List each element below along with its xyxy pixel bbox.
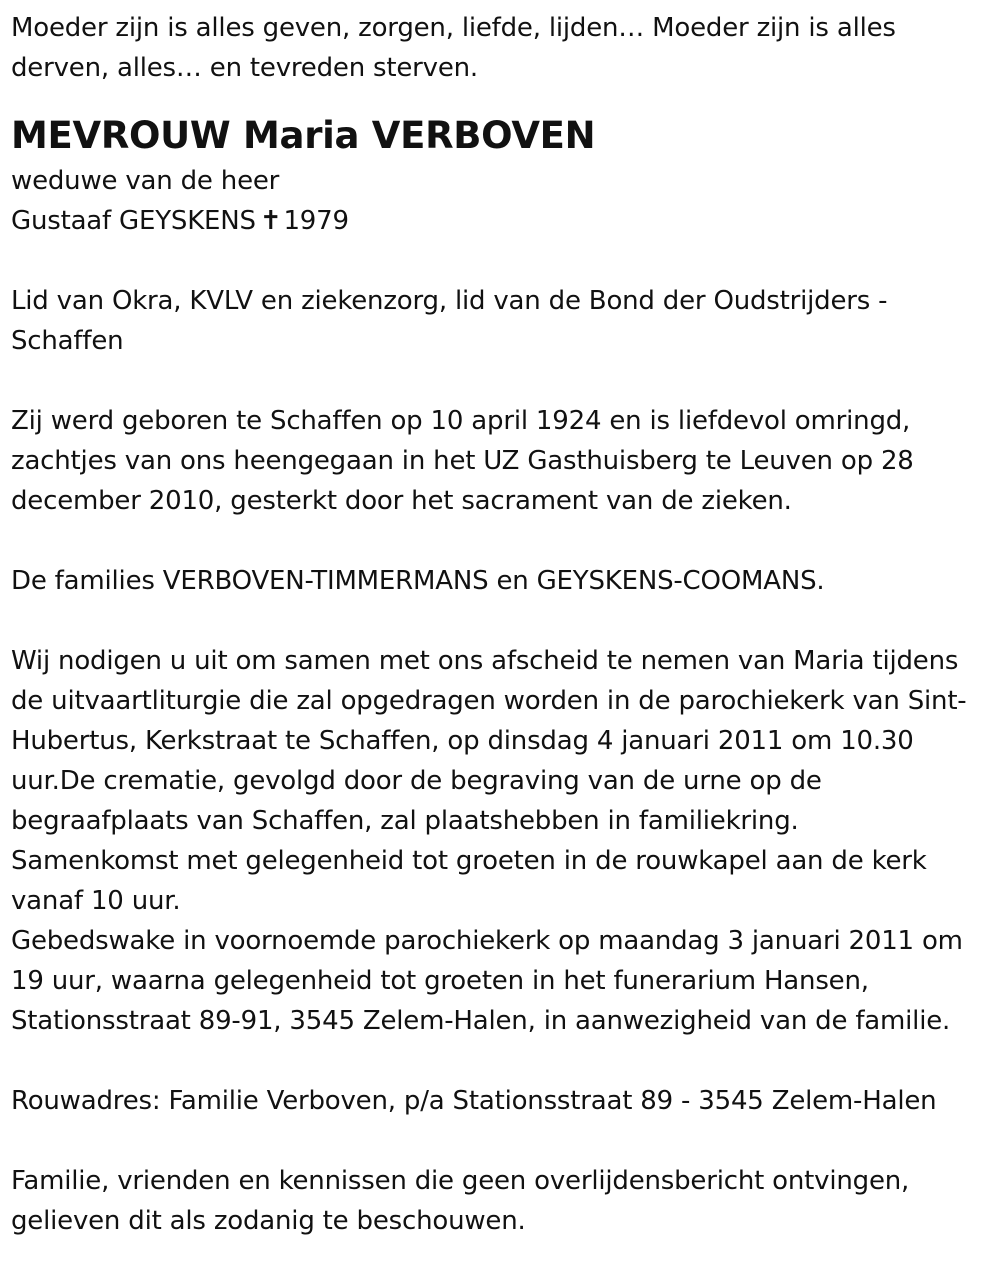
cross-icon: ✝: [259, 206, 282, 236]
husband-line: [11, 201, 991, 241]
husband-death-year: 1979: [283, 206, 349, 236]
deceased-name: MEVROUW Maria VERBOVEN: [11, 114, 596, 157]
widow-line: weduwe van de heer: [11, 166, 280, 196]
spacer: [11, 521, 991, 561]
closing-text: Familie, vrienden en kennissen die geen overlijdensbericht ontvingen, gelieven dit als zodanig te beschouwen.: [11, 1166, 918, 1236]
memberships-text: Lid van Okra, KVLV en ziekenzorg, lid van de Bond der Oudstrijders - Schaffen: [11, 286, 896, 356]
husband-name: Gustaaf GEYSKENS: [11, 206, 256, 236]
families-text: De families VERBOVEN-TIMMERMANS en GEYSKENS-COOMANS.: [11, 566, 825, 596]
obituary-document: [11, 8, 991, 1241]
gathering-text: Samenkomst met gelegenheid tot groeten in de rouwkapel aan de kerk vanaf 10 uur.: [11, 846, 935, 916]
spacer: [11, 88, 991, 111]
spacer: [11, 361, 991, 401]
funeral-invitation-text: Wij nodigen u uit om samen met ons afscheid te nemen van Maria tijdens de uitvaartliturgie die zal opgedragen worden in de parochiekerk van Sint-Hubertus, Kerkstraat te Schaffen, op dinsdag 4 januari 2011 om 10.30 uur.De crematie, gevolgd door de begraving van de urne op de begraafplaats van Schaffen, zal plaatshebben in familiekring.: [11, 646, 967, 836]
birth-death-text: Zij werd geboren te Schaffen op 10 april 1924 en is liefdevol omringd, zachtjes van ons heengegaan in het UZ Gasthuisberg te Leuven op 28 december 2010, gesterkt door het sacrament van de zieken.: [11, 406, 922, 516]
spacer: [11, 1041, 991, 1081]
mourning-address: Rouwadres: Familie Verboven, p/a Stationsstraat 89 - 3545 Zelem-Halen: [11, 1086, 937, 1116]
wake-text: Gebedswake in voornoemde parochiekerk op maandag 3 januari 2011 om 19 uur, waarna gelegenheid tot groeten in het funerarium Hansen, Stationsstraat 89-91, 3545 Zelem-Halen, in aanwezigheid van de familie.: [11, 926, 971, 1036]
opening-quote: Moeder zijn is alles geven, zorgen, liefde, lijden… Moeder zijn is alles derven, alles… en tevreden sterven.: [11, 13, 904, 83]
spacer: [11, 1121, 991, 1161]
spacer: [11, 601, 991, 641]
spacer: [11, 241, 991, 281]
